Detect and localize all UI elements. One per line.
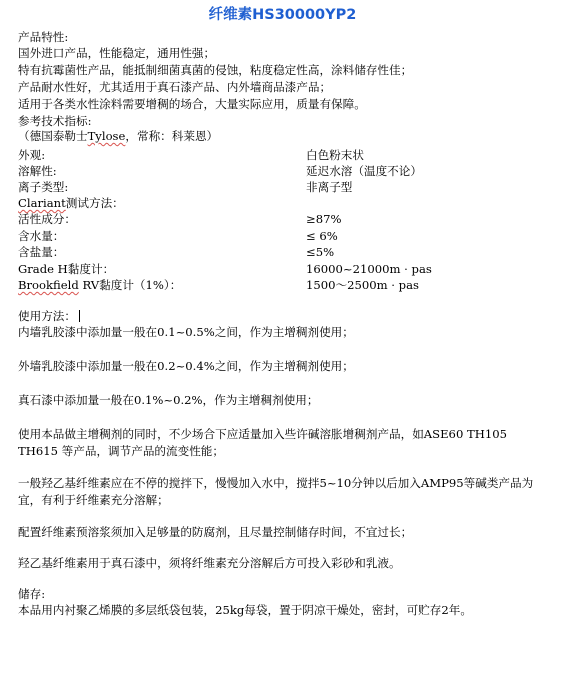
spec-label-ion-type: 离子类型: bbox=[18, 180, 69, 194]
storage-heading: 储存: bbox=[18, 587, 46, 601]
feature-item: 适用于各类水性涂料需要增稠的场合，大量实际应用，质量有保障。 bbox=[18, 97, 366, 111]
storage-text: 本品用内衬聚乙烯膜的多层纸袋包装，25kg每袋，置于阴凉干燥处，密封，可贮存2年。 bbox=[18, 603, 472, 617]
specs-origin-suffix: ，常称：科莱恩） bbox=[125, 129, 219, 143]
specs-origin-prefix: （德国泰勒士 bbox=[18, 129, 88, 143]
spec-value-ion-type: 非离子型 bbox=[306, 180, 353, 194]
usage-heading bbox=[18, 309, 80, 323]
test-method-suffix: 测试方法： bbox=[65, 196, 124, 210]
document-title: 纤维素HS30000YP2 bbox=[208, 7, 357, 23]
test-value-active: ≥87% bbox=[306, 212, 342, 226]
usage-paragraph: 使用本品做主增稠剂的同时，不少场合下应适量加入些许碱溶胀增稠剂产品，如ASE60 TH105 TH615 等产品，调节产品的流变性能； bbox=[18, 427, 507, 458]
specs-origin bbox=[18, 129, 218, 143]
test-value-grade-h: 16000~21000m · pas bbox=[306, 262, 432, 276]
test-label-salt: 含盐量： bbox=[18, 245, 65, 259]
usage-paragraph: 羟乙基纤维素用于真石漆中，须将纤维素充分溶解后方可投入彩砂和乳液。 bbox=[18, 556, 401, 570]
usage-heading-text: 使用方法： bbox=[18, 309, 76, 323]
test-method-brand: Clariant bbox=[18, 196, 66, 210]
test-value-water: ≤ 6% bbox=[306, 229, 338, 243]
feature-item: 产品耐水性好，尤其适用于真石漆产品、内外墙商品漆产品； bbox=[18, 80, 332, 94]
text-cursor bbox=[79, 310, 81, 322]
feature-item: 特有抗霉菌性产品，能抵制细菌真菌的侵蚀，粘度稳定性高，涂料储存性佳； bbox=[18, 63, 413, 77]
features-heading: 产品特性: bbox=[18, 30, 69, 44]
test-label-brookfield-suffix: RV黏度计（1%）： bbox=[78, 278, 182, 292]
test-label-brookfield-brand: Brookfield bbox=[18, 278, 79, 292]
test-label-grade-h: Grade H黏度计： bbox=[18, 262, 115, 276]
usage-paragraph: 一般羟乙基纤维素应在不停的搅拌下，慢慢加入水中，搅拌5~10分钟以后加入AMP95等碱类产品为宜，有利于纤维素充分溶解； bbox=[18, 476, 534, 507]
test-value-brookfield: 1500～2500m · pas bbox=[306, 278, 419, 292]
test-label-brookfield bbox=[18, 278, 181, 292]
usage-paragraph: 配置纤维素预溶浆须加入足够量的防腐剂，且尽量控制储存时间，不宜过长； bbox=[18, 525, 413, 539]
usage-paragraph: 真石漆中添加量一般在0.1%~0.2%，作为主增稠剂使用； bbox=[18, 393, 319, 407]
specs-origin-brand: Tylose bbox=[87, 129, 126, 143]
spec-value-appearance: 白色粉末状 bbox=[306, 148, 364, 162]
specs-heading: 参考技术指标: bbox=[18, 114, 92, 128]
test-value-salt: ≤5% bbox=[306, 245, 335, 259]
test-label-active: 活性成分： bbox=[18, 212, 76, 226]
spec-value-solubility: 延迟水溶（温度不论） bbox=[306, 164, 422, 178]
test-method-heading bbox=[18, 196, 124, 210]
spec-label-solubility: 溶解性: bbox=[18, 164, 57, 178]
feature-item: 国外进口产品，性能稳定，通用性强； bbox=[18, 46, 216, 60]
usage-paragraph: 内墙乳胶漆中添加量一般在0.1~0.5%之间，作为主增稠剂使用； bbox=[18, 325, 354, 339]
test-label-water: 含水量： bbox=[18, 229, 65, 243]
spec-label-appearance: 外观: bbox=[18, 148, 46, 162]
usage-paragraph: 外墙乳胶漆中添加量一般在0.2~0.4%之间，作为主增稠剂使用； bbox=[18, 359, 354, 373]
